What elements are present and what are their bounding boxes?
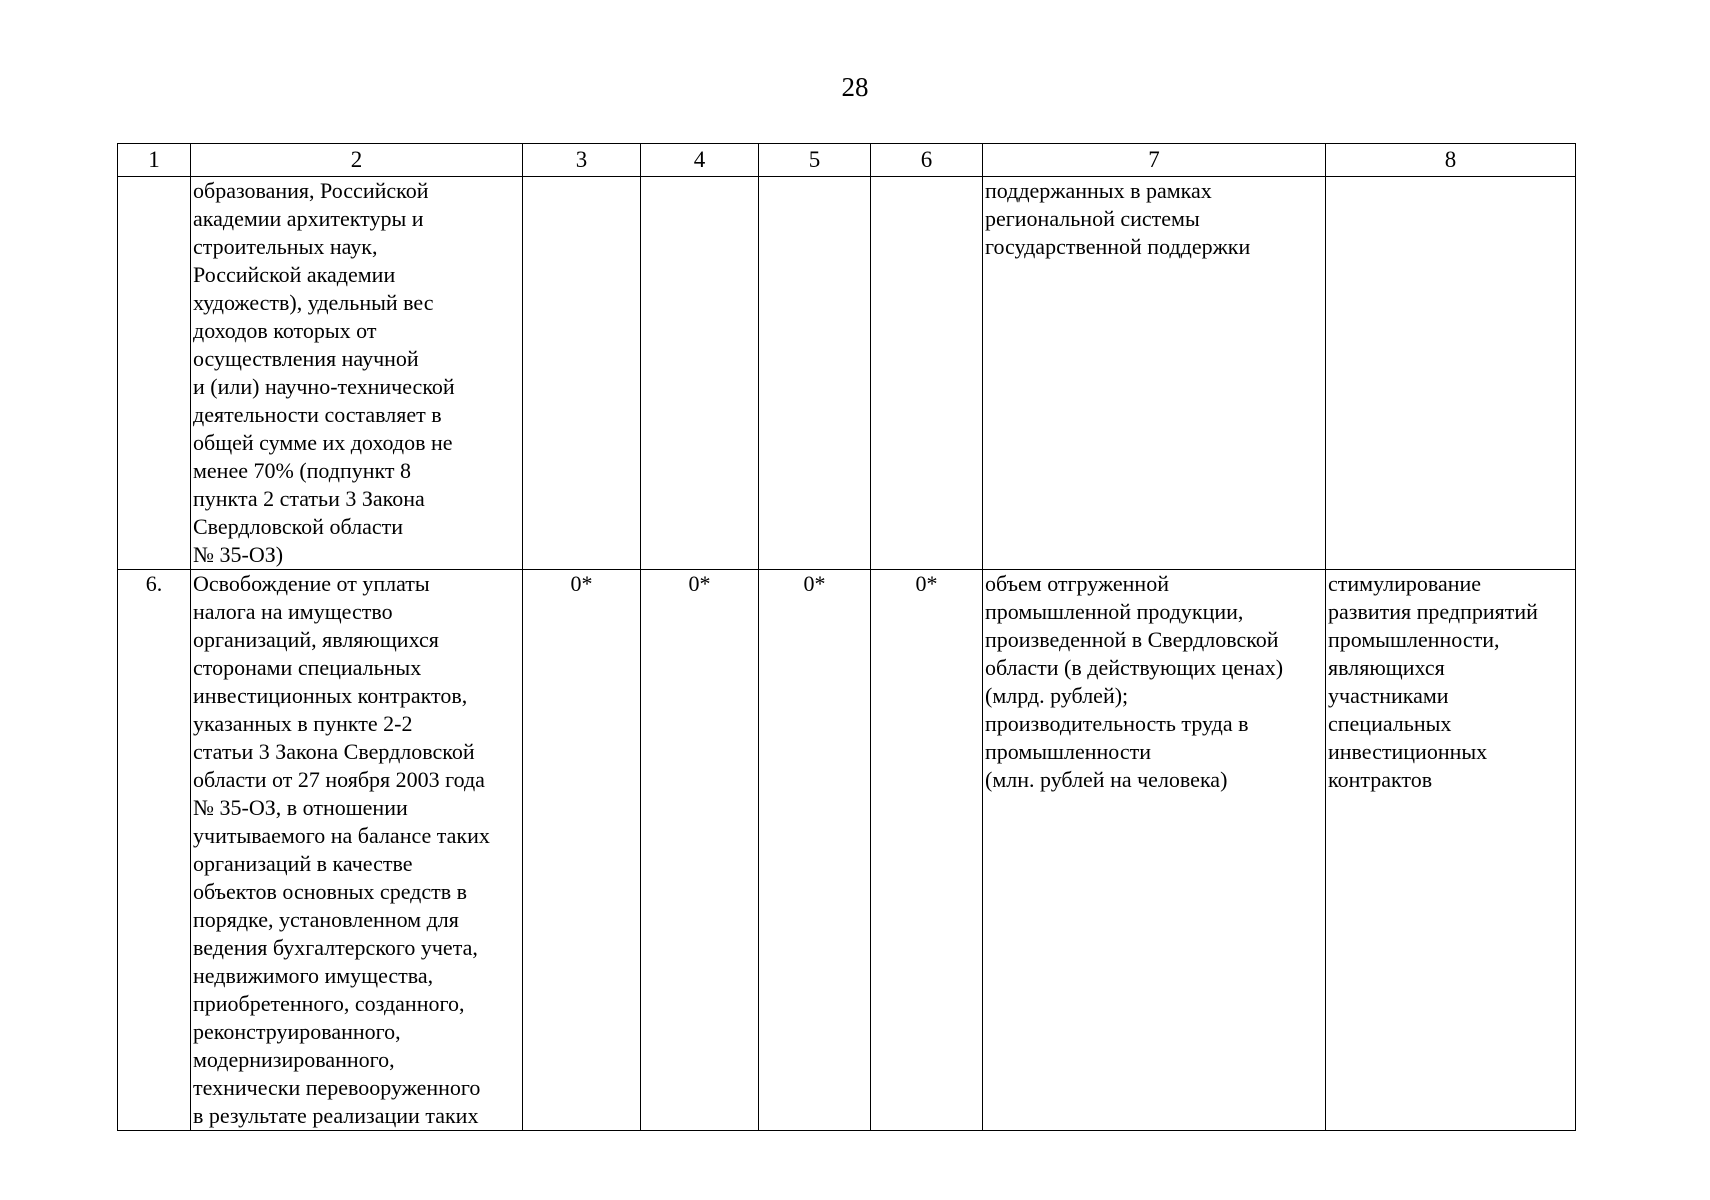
table-row-continuation xyxy=(118,177,1576,570)
value-cell-6: 0* xyxy=(871,570,983,1131)
cell-text-line: пункта 2 статьи 3 Закона xyxy=(193,486,425,511)
value-cell-3 xyxy=(523,177,641,570)
cell-text-line: развития предприятий xyxy=(1328,599,1538,624)
cell-text-line: промышленности xyxy=(985,739,1151,764)
cell-text-line: налога на имущество xyxy=(193,599,393,624)
header-cell-4: 4 xyxy=(641,144,759,177)
cell-text-line: № 35-ОЗ, в отношении xyxy=(193,795,408,820)
cell-text-line: Российской академии xyxy=(193,262,396,287)
page-number: 28 xyxy=(841,72,869,102)
cell-text-line: в результате реализации таких xyxy=(193,1103,479,1128)
cell-text-line: стимулирование xyxy=(1328,571,1482,596)
cell-text-line: общей сумме их доходов не xyxy=(193,430,453,455)
cell-text-line: инвестиционных контрактов, xyxy=(193,683,468,708)
data-table xyxy=(117,143,1576,1131)
cell-text-line: области от 27 ноября 2003 года xyxy=(193,767,485,792)
cell-text-line: реконструированного, xyxy=(193,1019,401,1044)
cell-text-line: организаций, являющихся xyxy=(193,627,439,652)
cell-text-line: организаций в качестве xyxy=(193,851,413,876)
value-cell-6 xyxy=(871,177,983,570)
cell-text-line: модернизированного, xyxy=(193,1047,395,1072)
cell-text-line: производительность труда в xyxy=(985,711,1249,736)
cell-text-line: промышленной продукции, xyxy=(985,599,1244,624)
cell-text-line: образования, Российской xyxy=(193,178,429,203)
cell-text-line: № 35-ОЗ) xyxy=(193,542,284,567)
cell-text-line: осуществления научной xyxy=(193,346,419,371)
cell-text-line: деятельности составляет в xyxy=(193,402,442,427)
header-cell-8: 8 xyxy=(1326,144,1576,177)
cell-text-line: статьи 3 Закона Свердловской xyxy=(193,739,475,764)
cell-text-line: сторонами специальных xyxy=(193,655,422,680)
cell-text-line: Освобождение от уплаты xyxy=(193,571,430,596)
cell-text-line: художеств), удельный вес xyxy=(193,290,434,315)
row-number-cell: 6. xyxy=(118,570,191,1131)
cell-text-line: порядке, установленном для xyxy=(193,907,459,932)
cell-text-line: объектов основных средств в xyxy=(193,879,468,904)
cell-text-line: (млн. рублей на человека) xyxy=(985,767,1228,792)
cell-text-line: недвижимого имущества, xyxy=(193,963,434,988)
value-cell-4 xyxy=(641,177,759,570)
cell-text-line: контрактов xyxy=(1328,767,1433,792)
cell-text-line: участниками xyxy=(1328,683,1449,708)
value-cell-5: 0* xyxy=(759,570,871,1131)
cell-text-line: ведения бухгалтерского учета, xyxy=(193,935,478,960)
row-number-cell xyxy=(118,177,191,570)
goal-cell xyxy=(1326,177,1576,570)
indicator-cell xyxy=(983,570,1326,1131)
cell-text-line: государственной поддержки xyxy=(985,234,1251,259)
cell-text-line: технически перевооруженного xyxy=(193,1075,481,1100)
cell-text-line: учитываемого на балансе таких xyxy=(193,823,490,848)
header-cell-7: 7 xyxy=(983,144,1326,177)
value-cell-4: 0* xyxy=(641,570,759,1131)
cell-text-line: менее 70% (подпункт 8 xyxy=(193,458,412,483)
cell-text-line: приобретенного, созданного, xyxy=(193,991,465,1016)
cell-text-line: поддержанных в рамках xyxy=(985,178,1212,203)
cell-text-line: Свердловской области xyxy=(193,514,403,539)
cell-text-line: специальных xyxy=(1328,711,1452,736)
cell-text-line: доходов которых от xyxy=(193,318,377,343)
cell-text-line: объем отгруженной xyxy=(985,571,1169,596)
cell-text-line: и (или) научно-технической xyxy=(193,374,455,399)
value-cell-5 xyxy=(759,177,871,570)
description-cell xyxy=(191,177,523,570)
table-row-6 xyxy=(118,570,1576,1131)
cell-text-line: строительных наук, xyxy=(193,234,378,259)
cell-text-line: (млрд. рублей); xyxy=(985,683,1129,708)
header-cell-2: 2 xyxy=(191,144,523,177)
cell-text-line: произведенной в Свердловской xyxy=(985,627,1279,652)
goal-cell xyxy=(1326,570,1576,1131)
cell-text-line: указанных в пункте 2-2 xyxy=(193,711,413,736)
header-cell-3: 3 xyxy=(523,144,641,177)
cell-text-line: инвестиционных xyxy=(1328,739,1488,764)
cell-text-line: промышленности, xyxy=(1328,627,1500,652)
header-cell-1: 1 xyxy=(118,144,191,177)
header-row xyxy=(118,144,1576,177)
cell-text-line: являющихся xyxy=(1328,655,1445,680)
cell-text-line: академии архитектуры и xyxy=(193,206,424,231)
cell-text-line: региональной системы xyxy=(985,206,1200,231)
header-cell-6: 6 xyxy=(871,144,983,177)
header-cell-5: 5 xyxy=(759,144,871,177)
cell-text-line: области (в действующих ценах) xyxy=(985,655,1284,680)
value-cell-3: 0* xyxy=(523,570,641,1131)
description-cell xyxy=(191,570,523,1131)
indicator-cell xyxy=(983,177,1326,570)
